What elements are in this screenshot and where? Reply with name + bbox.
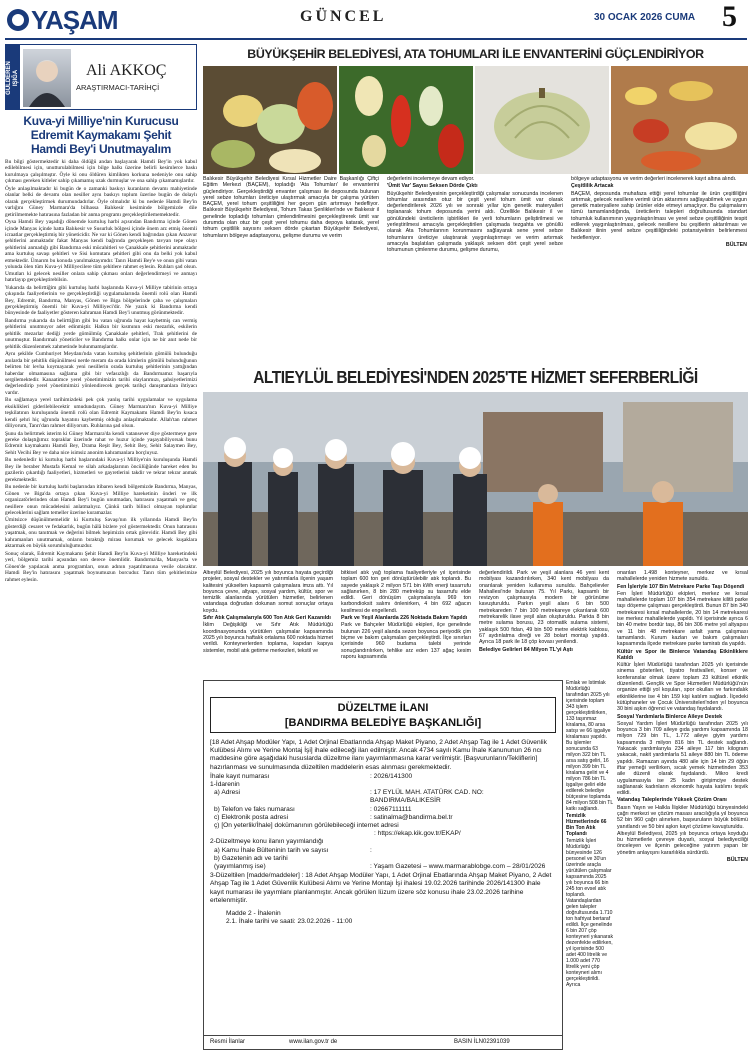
second-story-narrow-col — [566, 680, 614, 1050]
notice-row — [210, 814, 556, 822]
notice-row-value: : — [370, 846, 372, 854]
notice-row — [210, 806, 556, 814]
notice-footer — [204, 1035, 562, 1049]
peppers-photo-icon — [339, 66, 473, 174]
notice-row-value: : 17 EYLÜL MAH. ATATÜRK CAD. NO: BANDIRMA/BALIKESİR — [370, 789, 484, 805]
notice-row-value — [370, 838, 556, 846]
column-kicker — [6, 45, 20, 109]
notice-row-label: İhale kayıt numarası — [210, 772, 270, 780]
section-title: GÜNCEL — [300, 8, 387, 25]
harvest-photo-icon — [611, 66, 748, 174]
second-story-col-4d-text: Sosyal Yardım İşleri Müdürlüğü tarafından 2025 yılı boyunca 3 bin 709 aileye gıda yardımı kapsamında 18 milyon 729 bin TL, 1.772 aileye giyim yardımı kapsamında 3 milyon 816 bin TL destek sağlandı. Yakacak yardımlarıyla 234 aileye 117 bin kilogram yakacak, nakit yardımlarla 51 aileye 880 bin TL ödeme yapıldı. Ramazan ayında 480 aile için 14 bin 29 öğün iftar yemeği verilirken, sıcak yemek hizmetinden 353 aile düzenli olarak faydalandı. Mikro kredi uygulamasıyla ise 25 kadın girişimciye destek sağlanarak kadınların ekonomik hayata katılımı teşvik edildi. — [617, 720, 748, 797]
column-paragraph: Bu bilgi göstermektedir ki daha öldüğü andan başlayarak Hamdi Bey'in yok kabul edilebilmesi için, unutturulabilmesi için bilge halkı üzerine belirli kesimlerce baskı kurulmaya çalışılmıştır. Öyle ki onu öldüren kimlikten korkuna nedeniyle onu sahip çıkması gereken kitleler sahip çıkamamış uzak durmuşlar ve ona sahip çıkamamışlardır. — [5, 159, 197, 185]
column-paragraph: Bu nedenledir ki kurtuluş harbi başlarındaki Kuva-yi Milliye'nin kuruluşunda Hamdi Bey ile beraber Mustafa Kemal ve silah arkadaşlarının öncülüğünde hareket eden bu gazilerin çıkardığı faaliyetleri, hizmetleri ve gayretlerini takdir ve tekrar tekrar anmak gerekmektedir. — [5, 457, 197, 483]
notice-row-value: : 2026/141300 — [370, 772, 413, 780]
author-name: Ali AKKOÇ — [86, 62, 167, 79]
author-portrait-icon — [23, 49, 71, 107]
pumpkin-photo-icon — [475, 66, 609, 174]
notice-title-box — [210, 697, 556, 733]
second-story-col-3-text: değerlendirildi. Park ve yeşil alanlara 46 yeni kent mobilyası kazandırılırken, 340 kent mobilyası da onarılarak yeniden kullanıma sunuldu. Bahçelievler Mahallesi'nde bulunan 75. Yıl Parkı, kapsamlı bir revizyon çalışmasıyla modern bir görünüme kavuşturuldu. Parkın yeşil alanı 6 bin 500 metrekareden 7 bin 100 metrekareye çıkarılarak 600 metrekarelik ilave yeşil alan oluşturuldu. Parkta 8 bin metre sulama borusu, 23 otomatik sulama sistemi, yaklaşık 500 fidan, 49 bin 500 metre elektrik kablosu, 67 aydınlatma direği ve 28 bolart montajı yapıldı. Ayrıca 18 park ile 18 çöp kovası yenilendi. — [479, 570, 609, 646]
second-story-col-1-text: Altıeylül Belediyesi, 2025 yılı boyunca hayata geçirdiği projeler, sosyal destekler ve yatırımlarla ilçenin yaşam kalitesini yükselten kapsamlı çalışmalara imza attı. Yıl boyunca çevre, altyapı, sosyal yardım, kültür, spor ve temizlik alanlarında yürütülen hizmetler, belirlenen vatandaşa doğrudan dokunan somut sonuçlar ortaya koydu. — [203, 570, 333, 614]
top-story-subhead-2: Çeşitlilik Artacak — [571, 183, 614, 190]
second-story-subhead-2: Park ve Yeşil Alanlarda 226 Noktada Bakım Yapıldı — [341, 615, 468, 622]
squash-photo-icon — [203, 66, 337, 174]
column-paragraph: Bu sağlamaya yerel tarihimizdeki pek çok yanlış tarihi uygulamalar ve uygulama eksiklikleri giderilebilecektir umudundayım. Güney Marmara'nın Kuva-yi Milliye teşkilatının kuruluşunda önemli rolü olan Edremit Kaymakamı Hamdi Bey'in kısaca kendi şehri hiç uğrunda hayatını kaybetmiş olduğu anlaşılmaktadır. Allah'tan rahmet diliyorum, Tanrı'dan rahmet diliyorum. Ruhlarına şad olsun. — [5, 397, 197, 430]
notice-row-value: : satinalma@bandirma.bel.tr — [370, 813, 453, 821]
notice-footer-code: BASIN İLN02391039 — [454, 1039, 510, 1045]
second-story-col-4-text: onarılan 1.498 konteyner, merkez ve kırsal mahallelerde yeniden hizmete sunuldu. — [617, 570, 748, 583]
second-story-col-4b-text: Fen İşleri Müdürlüğü ekipleri, merkez ve kırsal mahallelerde toplam 107 bin 354 metrekare kilitli parke taşı döşeme çalışması gerçekleştirdi. Bunun 87 bin 340 metrekaresi kırsal mahallelerde, 20 bin 14 metrekaresi ise merkez mahallelerde yapıldı. Yıl içerisinde ayrıca 6 bin 40 metre bordür taşı, 86 bin 306 metre yol altyapısı ve 11 bin 48 metrekare asfalt yama çalışması tamamlandı. Kurum kazları ve bakım çalışmaları kapsamında ilçede metrekare parke tamiratı da yapıldı. — [617, 590, 748, 648]
second-story-col-4 — [617, 570, 748, 1048]
column-title: Kuva-yi Milliye'nin Kurucusu Edremit Kaymakamı Şehit Hamdi Bey'i Unutmayalım — [23, 114, 179, 156]
issue-date: 30 OCAK 2026 CUMA — [594, 12, 696, 23]
column-paragraph: Sonuç olarak, Edremit Kaymakamı Şehit Hamdi Bey'in Kuva-yi Milliye hareketindeki yeri, bölgemiz tarihi açısından son derece önemlidir. Bandırma'da, Manyas'ta ve Gönen'de yapılacak anma programları, onun adının yaşatılmasına vesile olacaktır. Hamdi Bey'in hatırasını yaşatmak boynumuzun borcudur. Tanrı tüm şehitlerimize rahmet eylesin. — [5, 550, 197, 583]
second-story-photo — [203, 392, 748, 566]
narrow-col-subhead: Temizlik Hizmetlerinde 66 Bin Ton Atık Toplandı — [566, 813, 607, 837]
narrow-col-b-text: Temizlik İşleri Müdürlüğü bünyesinde 126 personel ve 30'un üzerinde araçla yürütülen çalışmalar kapsamında 2025 yılı boyunca 66 bin 245 ton evsel atık toplandı. Vatandaşlardan gelen talepler doğrultusunda 1.710 ton hafriyat bertaraf edildi. İlçe genelinde 6 bin 207 çöp konteyneri yıkanarak dezenfekte edilirken, yıl içerisinde 500 adet 400 litrelik ve 1.000 adet 770 litrelik yeni çöp konteyneri alımı gerçekleştirildi. Ayrıca — [566, 838, 614, 988]
notice-article-2-date: 2.1. İhale tarihi ve saati: 23.02.2026 - 11:00 — [226, 918, 353, 926]
second-story-subhead-5: Kültür ve Spor ile Binlerce Vatandaş Etkinliklere Katıldı — [617, 648, 748, 661]
second-story-subhead-6: Sosyal Yardımlarla Binlerce Aileye Destek — [617, 713, 723, 720]
second-story-col-2-text: bitkisel atık yağ toplama faaliyetleriyle yıl içerisinde toplam 600 ton geri dönüştürülebilir atık toplandı. Bu sayede yaklaşık 2 milyon 571 bin kWh enerji tasarrufu sağlanırken, 8 bin 280 metreküp su tasarrufu elde edildi. Geri dönüşüm çalışmalarıyla 969 ton karbondioksit salımı önlenirken, 4 bin 692 ağacın kesilmesi de engellendi. — [341, 570, 471, 614]
notice-row-label: 2-Düzeltmeye konu ilanın yayımlandığı — [210, 838, 324, 846]
column-paragraph: Bu nedenle bir kurtuluş harbi başlarından itibaren kendi bölgemizde Bandırma, Manyas, Gönen ve Biga'da ortaya çıkan Kuva-yi Milliye hareketinin önderi ve ilk organizatörlerinden olan Hamdi Bey'i bugün unutmadan, hatırasını yaşatmalı ve genç nesillere onun mücadelesini anlatmalıyız. Çünkü tarih bilinci olmayan toplumlar geleceklerini sağlam temeller üzerine kuramazlar. — [5, 484, 197, 517]
notice-row — [210, 822, 556, 838]
notice-row — [210, 847, 556, 855]
top-story-col-2 — [387, 176, 563, 255]
top-story-col-1: Balıkesir Büyükşehir Belediyesi Kırsal Hizmetler Daire Başkanlığı Çiftçi Eğitim Merkezi (BAÇEM), topladığı 'Ata Tohumları' ile envanterini güçlendiriyor. Gerçekleştirdiği envanter çalışması ile deposunda bulunan yerel sebze tohumları üreticiye ulaştırmak amacıyla bir çalışma yürüten BAÇEM, yerel tohum çeşitliliğini her geçen gün artırmayı hedefliyor. Balıkesir Büyükşehir Belediyesi, Tohum Takas Şenlikleri'nde ve Balıkesir il genelinde topladığı tohumları çimlendirilmesini gerçekleştirerek ümit var durumda olan otuz bir çeşit yerel tohumu daha depoya katarak, yerel tohum çeşitlilik sayısını seksen dörde çıkartan Büyükşehir Belediyesi, tohumların bölgeye adaptasyonu, gelişme durumu ve verim — [203, 176, 379, 239]
notice-item-3: 3-Düzeltilen [madde/maddeler] : 18 Adet Ahşap Modüler Yapı, 1 Adet Orjinal Ebatlarında Ahşap Maket Piyano, 2 Adet Ahşap Tag ile 1 Adet Güvenlik Kulübesi Alımı ve Yerine Montajı İşi ihalesi 19.02.2026 tarihinde 2026/141300 ihale kayıt numarası ile yayımlanı planlanmıştır. Ancak görülen lüzum üzere söz konusu ihale 23.02.2026 tarihine ertelenmiştir. — [210, 872, 552, 904]
author-box — [5, 44, 197, 110]
notice-row-label: c) Elektronik posta adresi — [214, 813, 289, 821]
author-avatar — [23, 49, 71, 107]
notice-row-value — [370, 855, 556, 863]
page-header — [0, 0, 750, 42]
second-story-col-2b-text: Park ve Bahçeler Müdürlüğü ekipleri, ilçe genelinde bulunan 226 yeşil alanda sezon boyunca periyodik çim biçme ve bakım çalışmaları gerçekleştirdi. İlçe sınırları içerisinde 960 budama talebi yerinde sonuçlandırılırken, tehlike arz eden 137 ağaç kesim raporu kapsamında — [341, 622, 471, 660]
second-story-source: BÜLTEN — [726, 857, 748, 864]
notice-details-table — [210, 773, 556, 871]
notice-row — [210, 838, 556, 846]
notice-row-value[interactable]: : https://ekap.kik.gov.tr/EKAP/ — [374, 830, 461, 838]
logo-text: YAŞAM — [31, 5, 118, 35]
notice-row-value: : 02667111111 — [370, 805, 412, 813]
top-story-col-3-text: bölgeye adaptasyonu ve verim değerleri incelenerek kayıt altına alındı. — [571, 176, 737, 182]
column-paragraph: Oysa Hamdi Bey yaşadığı dönemde kurtuluş harbi açısından Bandırma içinde Gönen içinde Manyas içinde hatta Balıkesir ve Susurluk bölgesi içinde önem arz etmiş önemli icraatlar gerçekleştirmiş bir yöneticidir. Ne var ki Gönen kendi bağrından çıkan Anzavur şehitlerini anmaktadır fakat Manyas kendi bağrında gerçekleşen tavyan tepe olayı şehitlerini anmadığı gibi Bandırma eski mücahitleri ve Çanakkale şehitlerini anmaktadır ama kurtuluş savaşı şehitleri ve Sisi komutanı şehitleri gibi onu da belki yok kabul etmektedir. Ümarım bu konuda yanılmaktayımdır. Tanrı Hamdi Bey'e ve onun gibi vatan yolunda ölen tüm Kuva-yi Milliyecilere tüm şehitlere rahmet eylesin. Ruhları şad olsun. Umutları ki gelecek nesiller onlara sahip çıkması onları değerlendirmeyi ve anmayı hatırlayıp gerçekleştirebilsin. — [5, 219, 197, 284]
column-paragraph: Aynı şekilde Cumhuriyet Meydanı'nda vatan kurtuluş şehitlerinin gömülü bulunduğu anılarda bir şehitlik düşünülmesi nerde meram da orada kimlerin gömülü bulunduğunun belirten bir levha koymayarak yeni nesillerin orada kurtuluş şehitlerinin yattığından haberdar olmamasına sağlama gibi bir vefasızlığı da Bandırmamız başarıyla sergilemektedir. Kanaatimce yerel yönetimimizin tarihi olaylarımızı, şahsiyetlerimizi değerlendirip yerel yönetimimizi yönlendirecek gerçek tarihçi danışmanlara ihtiyacı vardır. — [5, 351, 197, 396]
author-role: ARAŞTIRMACI-TARİHÇİ — [76, 83, 160, 92]
column-paragraph: Bandırma yukarıda da belirttiğim gibi bu vatan uğrunda hayat kaybetmiş can vermiş şehitlerini unutmuyor adet edinmiştir. Halkın bir kısmının eski mezarlık, eskilerin şehitlik mezarlar dediği yerde gömülmüş Çanakkale şehitleri, Trak şehitlerini de unutmuştur. Bandırmalı yöneticiler ve Bandırma halkı onlar için ne bir anıt nede bir şehitlik düzenlenmek zahmetinde bulunmamışlardır. — [5, 317, 197, 350]
notice-title: DÜZELTME İLANI — [337, 702, 429, 714]
notice-row — [210, 773, 556, 781]
notice-body — [210, 739, 556, 926]
top-story-photo-harvest — [611, 66, 748, 174]
notice-footer-left: Resmi İlanlar — [210, 1039, 246, 1045]
notice-footer-link[interactable]: www.ilan.gov.tr de — [289, 1039, 338, 1045]
page-number: 5 — [722, 0, 737, 33]
second-story-subhead-1: Sıfır Atık Çalışmalarıyla 600 Ton Atık Geri Kazanıldı — [203, 615, 331, 622]
narrow-col-text: Emlak ve İstimlak Müdürlüğü tarafından 2025 yılı içerisinde toplam 343 işlem gerçekleştirilirken, 133 taşınmaz kiralama, 80 arsa satışı ve 66 işgaliye kiralaması yapıldı. Bu işlemler sonucunda 63 milyon 322 bin TL arsa satış geliri, 16 milyon 399 bin TL kiralama geliri ve 4 milyon 786 bin TL işgaliye geliri elde edilerek belediye bütçesine toplamda 84 milyon 508 bin TL katkı sağlandı. — [566, 680, 614, 812]
opinion-column — [5, 44, 197, 1058]
top-story-col-3 — [571, 176, 747, 249]
top-story — [203, 44, 748, 364]
notice-row-label: ç) [On yeterlik/İhale] dokümanının görülebileceği internet adresi — [214, 822, 399, 830]
notice-intro: [18 Adet Ahşap Modüler Yapı, 1 Adet Orjinal Ebatlarında Ahşap Maket Piyano, 2 Adet Ahşap Tag ile 1 Adet Güvenlik Kulübesi Alımı ve Yerine Montaj İşi] ihale edileceği ilan edilmiştir. Ancak 4734 sayılı Kamu İhale Kanununun 26 ncı maddesine göre aşağıdaki hususlarda düzeltme ilanı yayımlanmasına karar verilmiştir. [Başvurunların/Tekliflerin] hazırlanması ve sunulmasında düzeltilen maddelerin esas alınması gerekmektedir. — [210, 739, 547, 771]
notice-row-label: b) Telefon ve faks numarası — [214, 805, 295, 813]
notice-row — [210, 855, 556, 863]
top-story-photo-pumpkin — [475, 66, 609, 174]
kicker-line-2: IŞIĞA — [13, 69, 19, 87]
notice-row-label: 1-İdarenin — [210, 781, 240, 789]
notice-row-label: b) Gazetenin adı ve tarihi — [214, 854, 288, 862]
column-paragraph: Ümitsizce düşünülmemelidir ki Kurtuluş Savaşı'nın ilk yıllarında Hamdi Bey'in gösterdiği cesaret ve fedakarlık, bugün hâlâ bizlere yol göstermektedir. Onun hatırasını yaşatmak, onu tanıtmak ve değerini bilmek hepimizin ortak görevidir. Hamdi Bey gibi kahramanları unutmamak, onların bıraktığı mirası korumak ve gelecek kuşaklara aktarmak en büyük sorumluluğumuzdur. — [5, 517, 197, 550]
notice-row-label: a) Adresi — [214, 789, 241, 797]
notice-row — [210, 863, 556, 871]
second-story-col-1b-text: İklim Değişikliği ve Sıfır Atık Müdürlüğü koordinasyonunda yürütülen çalışmalar kapsamında 2025 yılı boyunca haftalık ortalama 600 noktada hizmet verildi. Konteynerlerden toplama, kapıdan kapıya sistemler, mobil atık getirme merkezleri, tekstil ve — [203, 622, 333, 654]
notice-article-2: Madde 2 - İhalenin — [226, 910, 281, 918]
second-story-col-4f-text: Altıeylül Belediyesi, 2025 yılı boyunca ortaya koyduğu bu hizmetlerle çevreye duyarlı, sosyal belediyeciliği önceleyen ve ilçenin geleceğine yatırım yapan bir yönetim anlayışını kararlılıkla sürdürdü. — [617, 830, 748, 856]
column-body — [5, 159, 197, 1055]
kicker-line-1: GÜLDEREN — [6, 61, 12, 95]
notice-row-label: (yayımlanmış ise) — [214, 863, 266, 871]
second-story-subhead-7: Vatandaş Taleplerinde Yüksek Çözüm Oranı — [617, 797, 727, 804]
notice-row — [210, 781, 556, 789]
top-story-headline: BÜYÜKŞEHİR BELEDİYESİ, ATA TOHUMLARI İLE ENVANTERİNİ GÜÇLENDİRİYOR — [247, 47, 704, 61]
top-story-source: BÜLTEN — [725, 241, 747, 248]
second-story-subhead-4: Fen İşleriyle 107 Bin Metrekare Parke Taşı Döşendi — [617, 583, 745, 590]
second-story-col-2 — [341, 570, 471, 661]
second-story-col-4c-text: Kültür İşleri Müdürlüğü tarafından 2025 yılı içerisinde sinema gösterileri, tiyatro festivalleri, konser ve konferanslar olmak üzere toplam 23 kültürel etkinlik düzenlendi. Gençlik ve Spor Hizmetleri Müdürlüğü'nün organize ettiği yol koşuları, spor okulları ve farkındalık etkinliklerine ise 4 bin 159 kişi katılım sağladı. İlçedeki kütüphaneler ve Çocuk Üniversiteleri'nden yıl boyunca 30 bini aşkın öğrenci ve vatandaş faydalandı. — [617, 662, 748, 713]
column-paragraph: Şunu da belirtmek isterim ki Güney Marmara'da kendi vatansever diye göstermeye gere gereke dolaştığımız topraklar üzerinde rahat ve huzur içinde yaşayabiliyorsak bunu Edremit kaymakamı Hamdi Bey, Drama Reşit Bey, Sehit Bey, Sehit Salaymen Bey, Sehit Vecihi Bey ve daha nice isimsiz anonim kahramanlara borçluyuz. — [5, 430, 197, 456]
official-notice — [203, 680, 563, 1050]
header-rule — [5, 38, 747, 40]
top-story-subhead-1: 'Ümit Var' Sayısı Seksen Dörde Çıktı — [387, 183, 478, 190]
notice-issuer: [BANDIRMA BELEDİYE BAŞKANLIĞI] — [284, 717, 482, 729]
notice-row-value: : Yaşam Gazetesi – www.marmarablobge.com – 28/01/2026 — [370, 863, 546, 871]
second-story-col-1 — [203, 570, 333, 655]
top-story-col-2-text: değerlerini incelemeye devam ediyor. — [387, 176, 475, 182]
top-story-col-3b-text: BAÇEM, deposunda muhafaza ettiği yerel tohumlar ile ürün çeşitliliğini artırmak, gelecek nesillere verimli ürün aktarımını sağlayabilmek ve uygun genetik materyallere sahip ürünler elde etmeyi amaçlıyor. Bu çalışmaların tümü tamamlandığında, üreticilerin talepleri doğrultusunda standart tohumluk kullanımının yaygınlaştırılması ve yerel sebze çeşitliliğinin tespit edilerek yaygınlaştırılması, gelecek nesillere bu çeşitlerin aktarılması ve Balıkesir ilinin yerel sebze çeşitliliğindeki potansiyelinin belirlenmesi hedefleniyor. — [571, 190, 747, 241]
top-story-photo-peppers — [339, 66, 473, 174]
second-story-col-3 — [479, 570, 609, 654]
top-story-col-2b-text: Büyükşehir Belediyesinin gerçekleştirdiği çalışmalar sonucunda incelenen tohumlar arasından otuz bir çeşit yerel tohum ümit var olarak değerlendirilerek 2026 yılı ve sonraki yıllar için genetik materyalleri toplanarak tohum deposunda yerini aldı. Özellikle Balıkesir il ve gönülündeki üreticilerin işbirlikleri ile yerli tohumların geliştirilmesi ve yerleştirilmesi amacıyla gerçekleştirilen çalışmada tezgahta ve gönüllü olarak Ata Tohumlarının korunmasını sağlayarak sene yerel sebze tohumlarını üreticiye ulaştırarak yaygınlaştırmayı ve verim artırmak amacıyla başlatılan çalışmada yaklaşık seksen dört çeşit yerel sebze tohumunun çimlenme durumu, gelişme durumu, — [387, 190, 563, 254]
second-story-subhead-3: Belediye Gelirleri 84 Milyon TL'yi Aştı — [479, 646, 573, 653]
notice-row-label: a) Kamu İhale Bülteninin tarih ve sayısı — [214, 846, 329, 854]
notice-row — [210, 789, 556, 805]
second-story-headline: ALTIEYLÜL BELEDİYESİ'NDEN 2025'TE HİZMET SEFERBERLİĞİ — [253, 368, 698, 388]
masthead-logo[interactable] — [5, 4, 118, 36]
column-paragraph: Yukarıda da belirttiğim gibi kurtuluş harbi başlarında Kuva-yi Milliye tabirinin ortaya çıkışında faaliyetlerinin ve gerçekleştirdiği uygulamalarında önemli rolü olan Hamdi Bey, Edremit, Bandırma, Manyas, Gönen ve Biga bölgelerinde çaba ve çalışmaları gerçekleştirmiş önemli bir Kuva-yi Milliyeci'dir. Ne yazık ki Bandırma kendi bünyesinde de faaliyetler gösteren kahraman Hamdi Bey'i unutmuş görünmektedir. — [5, 284, 197, 317]
notice-row-value — [370, 781, 556, 789]
column-paragraph: Öyle anlaşılmaktadır ki bugün de o zamanki baskıyı kuranların devamı mahiyetinde olanlar belki de devamı olan nesiller aynı baskıyı toplum üzerine bugün de dolaylı olarak gerçekleştirmek durumundadırlar. Öyle olmalıdır ki bu nedenle Hamdi Bey'in varlığını Güney Marmara'da bilhassa Balıkesir kesiminde bölgemizde dile getirilmemekte hatırasına fazladan bir anma programı gerçekleştirilememektedir. — [5, 185, 197, 218]
second-story-col-4e-text: Basın Yayın ve Halkla İlişkiler Müdürlüğü bünyesindeki çağrı merkezi ve çözüm masası aracılığıyla yıl boyunca 52 bin 960 çağrı alınırken, başvuruların büyük bölümü yanıtlandı ve 50 bini aşkın kayıt çözüme kavuşturuldu. — [617, 804, 748, 830]
officials-photo-icon — [203, 392, 748, 566]
top-story-photo-squash — [203, 66, 337, 174]
